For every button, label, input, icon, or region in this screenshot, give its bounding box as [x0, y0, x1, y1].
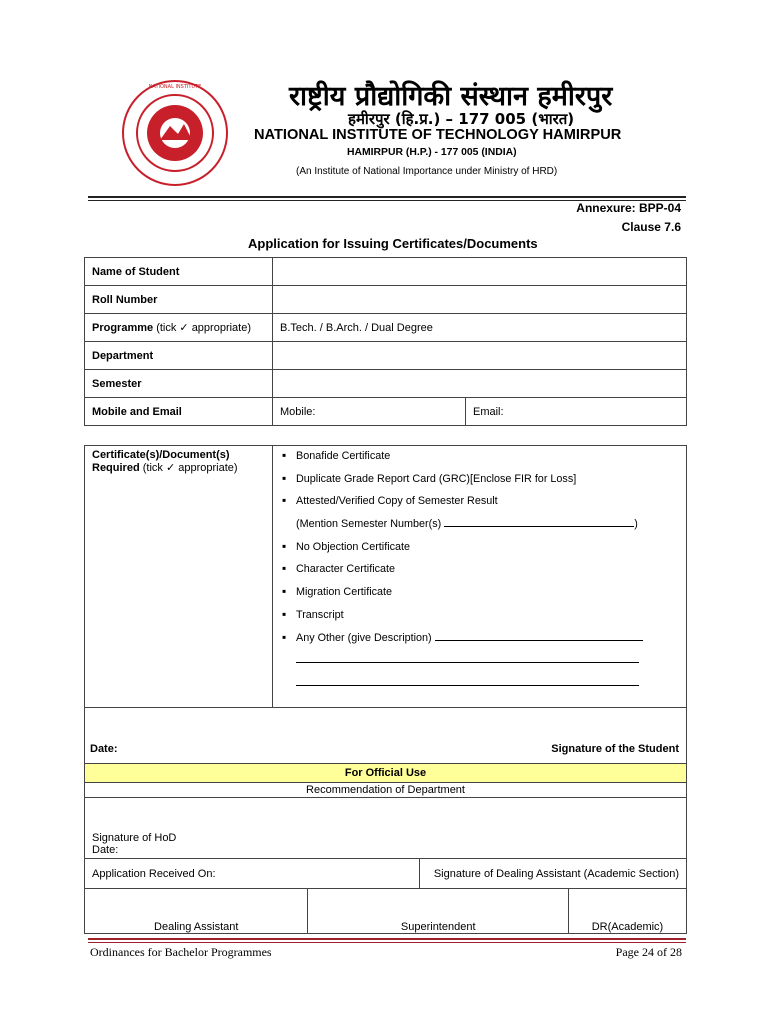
department-field[interactable] [273, 342, 687, 370]
student-signature-label: Signature of the Student [551, 743, 679, 755]
dr-academic-cell[interactable]: DR(Academic) [568, 889, 686, 934]
certs-label: Certificate(s)/Document(s) [92, 449, 230, 461]
row-programme [85, 314, 687, 342]
form-title: Application for Issuing Certificates/Documents [248, 236, 538, 251]
svg-text:NIT: NIT [170, 133, 180, 140]
page-number: Page 24 of 28 [615, 945, 682, 959]
mobile-field[interactable]: Mobile: [273, 398, 466, 426]
received-on-cell[interactable]: Application Received On: [85, 859, 420, 889]
certificate-list [280, 448, 679, 698]
official-heading: For Official Use [85, 764, 687, 783]
certs-label-cell [85, 446, 273, 708]
cert-item[interactable]: ▪ Attested/Verified Copy of Semester Result [280, 493, 679, 516]
hod-date-label: Date: [92, 844, 119, 856]
certs-list-cell [273, 446, 687, 708]
date-signature-cell [85, 708, 687, 764]
cert-item[interactable]: ▪ Bonafide Certificate [280, 448, 679, 471]
svg-text:NATIONAL INSTITUTE: NATIONAL INSTITUTE [148, 84, 202, 90]
description-blank[interactable] [296, 652, 639, 663]
row-roll [85, 286, 687, 314]
name-label: Name of Student [85, 258, 273, 286]
footer-title: Ordinances for Bachelor Programmes [90, 945, 272, 959]
footer-rule-thin [88, 942, 686, 943]
description-line[interactable] [280, 675, 679, 698]
certs-note: (tick ✓ appropriate) [139, 462, 238, 474]
row-contact [85, 398, 687, 426]
email-field[interactable]: Email: [466, 398, 687, 426]
description-line[interactable] [280, 652, 679, 675]
row-name [85, 258, 687, 286]
annexure-label: Annexure: BPP-04 [576, 201, 681, 215]
cert-item[interactable]: ▪ Any Other (give Description) [280, 630, 679, 653]
institute-name-hindi: राष्ट्रीय प्रौद्योगिकी संस्थान हमीरपुर [289, 81, 613, 112]
row-semester [85, 370, 687, 398]
semester-field[interactable] [273, 370, 687, 398]
contact-label: Mobile and Email [85, 398, 273, 426]
institute-subtitle: (An Institute of National Importance under Ministry of HRD) [296, 166, 558, 177]
footer-rule [88, 938, 686, 940]
annexure-info [576, 199, 681, 237]
programme-note: (tick ✓ appropriate) [153, 322, 252, 334]
clause-label: Clause 7.6 [621, 220, 681, 234]
semester-label: Semester [85, 370, 273, 398]
student-details-table [84, 257, 687, 426]
institute-address-hindi: हमीरपुर (हि.प्र.) – 177 005 (भारत) [348, 110, 575, 128]
institute-name: NATIONAL INSTITUTE OF TECHNOLOGY HAMIRPUR [254, 127, 622, 143]
header-rule [88, 196, 686, 198]
cert-item[interactable]: ▪ Migration Certificate [280, 584, 679, 607]
roll-field[interactable] [273, 286, 687, 314]
dealing-assistant-cell[interactable]: Dealing Assistant [85, 889, 308, 934]
dealing-signature-cell[interactable]: Signature of Dealing Assistant (Academic Section) [420, 859, 687, 889]
institute-logo [120, 78, 230, 188]
row-department [85, 342, 687, 370]
certs-required: Required [92, 462, 140, 474]
semester-number-line[interactable]: (Mention Semester Number(s) ) [296, 518, 638, 531]
semester-number-blank[interactable] [444, 516, 634, 527]
official-use-table [84, 763, 687, 934]
cert-item[interactable]: ▪ Duplicate Grade Report Card (GRC)[Enclose FIR for Loss] [280, 471, 679, 494]
programme-field[interactable]: B.Tech. / B.Arch. / Dual Degree [273, 314, 687, 342]
superintendent-cell[interactable]: Superintendent [308, 889, 568, 934]
cert-item[interactable]: ▪ No Objection Certificate [280, 539, 679, 562]
programme-label-cell [85, 314, 273, 342]
department-label: Department [85, 342, 273, 370]
recommendation-label: Recommendation of Department [85, 783, 687, 798]
institute-address: HAMIRPUR (H.P.) - 177 005 (INDIA) [347, 147, 517, 158]
description-blank[interactable] [435, 630, 643, 641]
hod-signature-label: Signature of HoD [92, 832, 177, 844]
cert-item[interactable]: ▪ Character Certificate [280, 561, 679, 584]
certificates-table [84, 445, 687, 764]
cert-item[interactable]: ▪ Transcript [280, 607, 679, 630]
roll-label: Roll Number [85, 286, 273, 314]
name-field[interactable] [273, 258, 687, 286]
description-blank[interactable] [296, 675, 639, 686]
date-label: Date: [90, 743, 118, 755]
hod-cell[interactable] [85, 798, 687, 859]
programme-label: Programme [92, 322, 154, 334]
